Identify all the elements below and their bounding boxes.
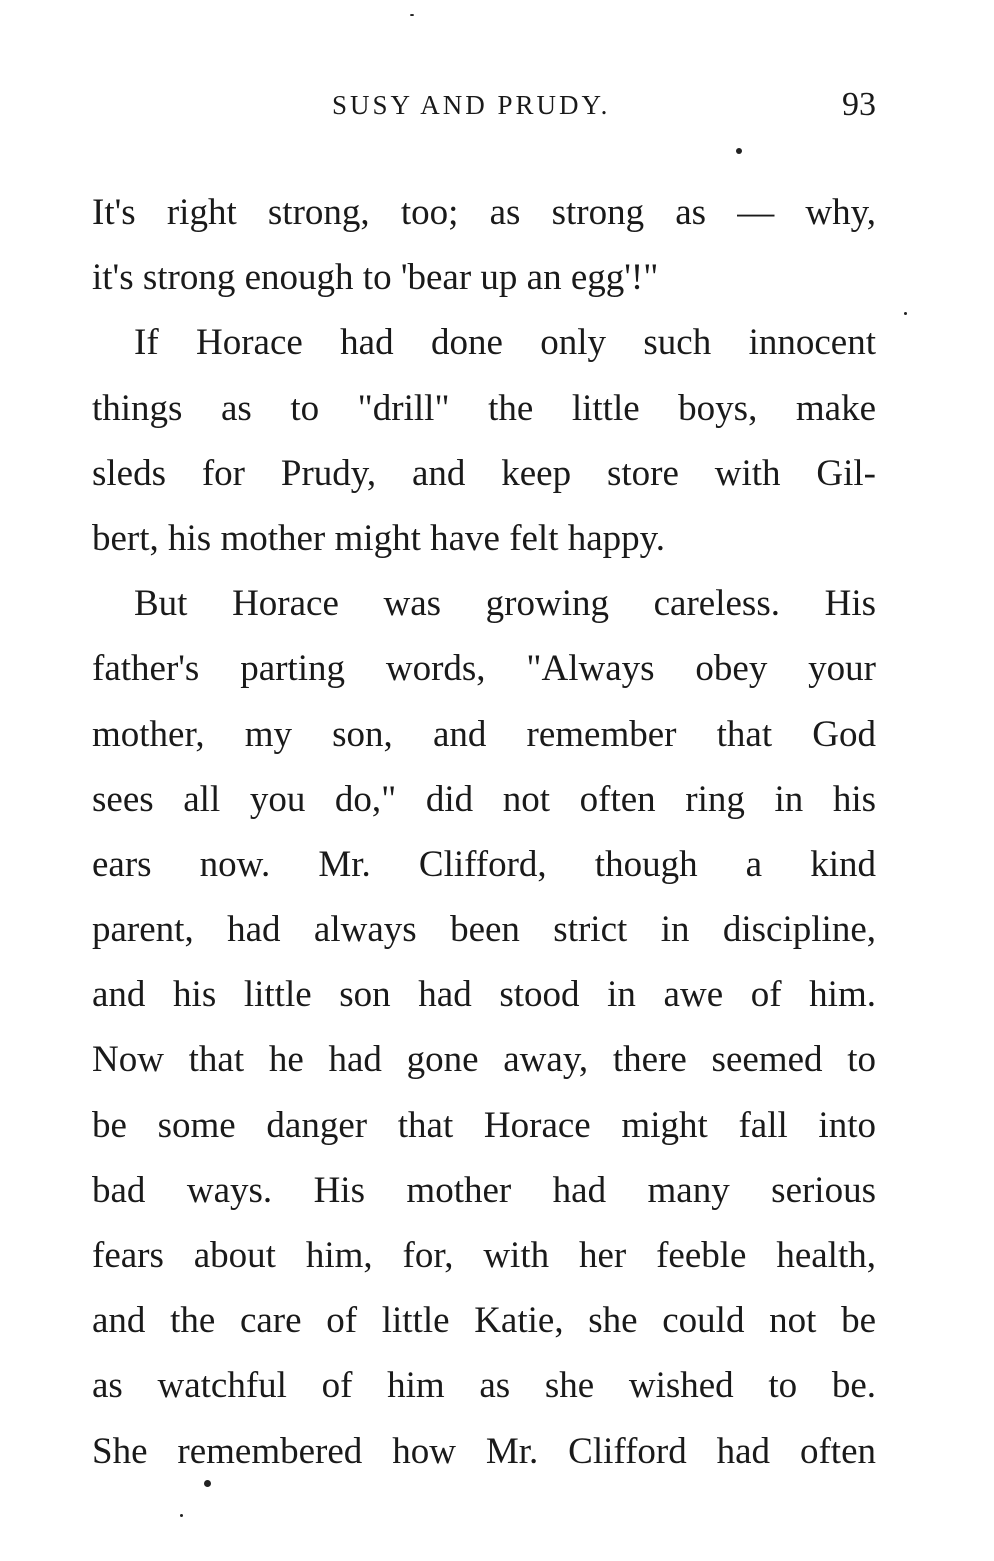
text-line: Now that he had gone away, there seemed to xyxy=(92,1039,876,1081)
text-line: parent, had always been strict in discipline, xyxy=(92,909,876,951)
text-line: things as to "drill" the little boys, make xyxy=(92,387,876,429)
text-line: sleds for Prudy, and keep store with Gil- xyxy=(92,452,876,494)
text-line: bad ways. His mother had many serious xyxy=(92,1169,876,1211)
text-line: It's right strong, too; as strong as — why, xyxy=(92,192,876,233)
text-line: fears about him, for, with her feeble health, xyxy=(92,1235,876,1276)
text-line: sees all you do," did not often ring in his xyxy=(92,778,876,820)
text-line: bert, his mother might have felt happy. xyxy=(92,517,666,559)
text-line: But Horace was growing careless. His xyxy=(134,583,876,625)
text-line: mother, my son, and remember that God xyxy=(92,713,876,755)
print-speck xyxy=(204,1480,211,1487)
text-line: and the care of little Katie, she could not be xyxy=(92,1300,876,1342)
running-head xyxy=(92,86,876,126)
page-number: 93 xyxy=(842,86,876,123)
print-speck xyxy=(180,1514,183,1517)
running-title: SUSY AND PRUDY. xyxy=(332,90,611,120)
text-line: and his little son had stood in awe of him. xyxy=(92,974,876,1016)
text-line: be some danger that Horace might fall into xyxy=(92,1104,876,1146)
print-speck xyxy=(736,148,742,154)
text-line: She remembered how Mr. Clifford had often xyxy=(92,1430,876,1472)
text-line: ears now. Mr. Clifford, though a kind xyxy=(92,843,876,885)
text-line: If Horace had done only such innocent xyxy=(134,322,876,364)
text-line: as watchful of him as she wished to be. xyxy=(92,1365,876,1407)
print-speck xyxy=(904,312,907,315)
text-line: father's parting words, "Always obey your xyxy=(92,648,876,690)
print-speck xyxy=(410,14,414,16)
text-line: it's strong enough to 'bear up an egg'!" xyxy=(92,257,659,299)
body-text xyxy=(92,180,876,1484)
